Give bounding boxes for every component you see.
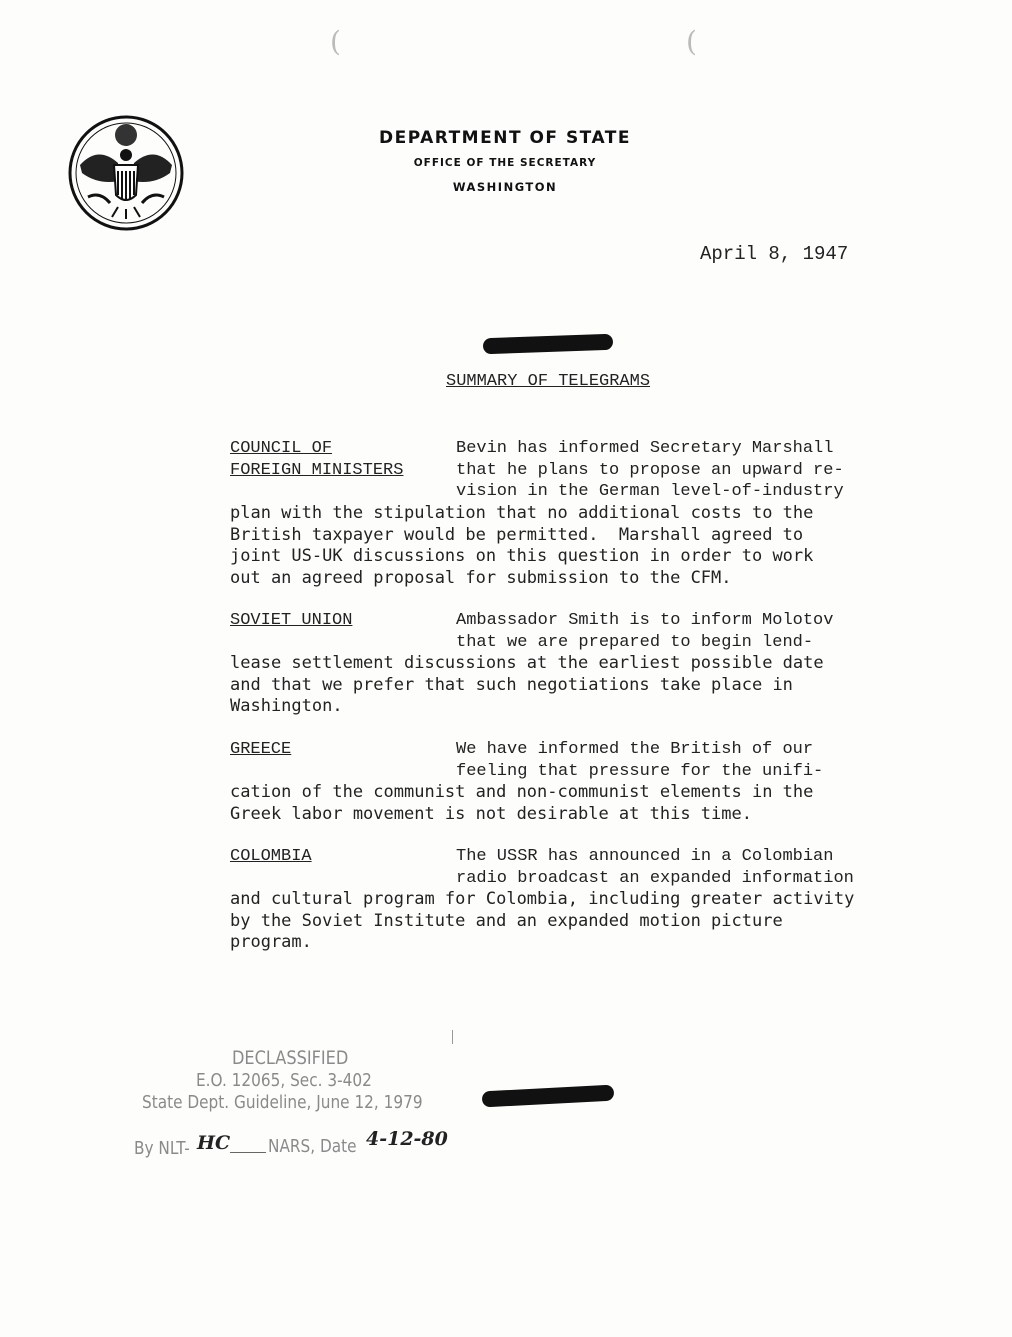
state-department-seal-icon xyxy=(68,115,184,231)
section-text-colombia-line2: radio broadcast an expanded information xyxy=(456,869,854,888)
document-date: April 8, 1947 xyxy=(700,243,849,265)
section-text-council-line2: that he plans to propose an upward re- xyxy=(456,461,844,480)
stamp-initials: HC xyxy=(197,1132,231,1154)
punch-mark-left: ( xyxy=(330,25,341,58)
section-body-greece: cation of the communist and non-communist elements in the Greek labor movement is not desirable at this time. xyxy=(230,782,814,824)
section-heading-colombia: COLOMBIA xyxy=(230,847,312,866)
summary-title: SUMMARY OF TELEGRAMS xyxy=(446,372,651,391)
section-text-colombia-line1: The USSR has announced in a Colombian xyxy=(456,847,834,866)
section-body-council: plan with the stipulation that no additional costs to the British taxpayer would be permitted. Marshall agreed to joint US-UK discussions on this question in order to work out an agreed proposal for submission to the CFM. xyxy=(230,503,814,588)
section-text-soviet-line1: Ambassador Smith is to inform Molotov xyxy=(456,611,834,630)
letterhead-department: DEPARTMENT OF STATE xyxy=(378,128,632,148)
stamp-signature-line xyxy=(230,1152,266,1153)
stamp-eo: E.O. 12065, Sec. 3-402 xyxy=(196,1070,372,1091)
section-text-greece-line2: feeling that pressure for the unifi- xyxy=(456,762,824,781)
section-text-council-line3: vision in the German level-of-industry xyxy=(456,482,844,501)
margin-mark xyxy=(452,1030,453,1044)
section-text-council-line1: Bevin has informed Secretary Marshall xyxy=(456,439,834,458)
stamp-date-value: 4-12-80 xyxy=(366,1128,448,1150)
redacted-classification-top xyxy=(483,334,613,355)
stamp-nars-label: NARS, Date xyxy=(268,1136,357,1157)
section-heading-council-line2: FOREIGN MINISTERS xyxy=(230,461,404,480)
section-heading-council-line1: COUNCIL OF xyxy=(230,439,333,458)
letterhead-office: OFFICE OF THE SECRETARY xyxy=(413,157,597,169)
redacted-classification-bottom xyxy=(482,1085,615,1108)
section-heading-soviet: SOVIET UNION xyxy=(230,611,353,630)
letterhead-city: WASHINGTON xyxy=(452,180,558,194)
section-text-greece-line1: We have informed the British of our xyxy=(456,740,814,759)
stamp-guideline: State Dept. Guideline, June 12, 1979 xyxy=(142,1092,423,1113)
section-text-soviet-line2: that we are prepared to begin lend- xyxy=(456,633,814,652)
punch-mark-right: ( xyxy=(686,25,697,58)
stamp-declassified: DECLASSIFIED xyxy=(232,1047,349,1069)
section-heading-greece: GREECE xyxy=(230,740,292,759)
section-body-colombia: and cultural program for Colombia, including greater activity by the Soviet Institute and an expanded motion picture program. xyxy=(230,889,855,953)
stamp-by-label: By NLT- xyxy=(134,1138,190,1159)
section-body-soviet: lease settlement discussions at the earliest possible date and that we prefer that such negotiations take place in Washington. xyxy=(230,653,824,717)
